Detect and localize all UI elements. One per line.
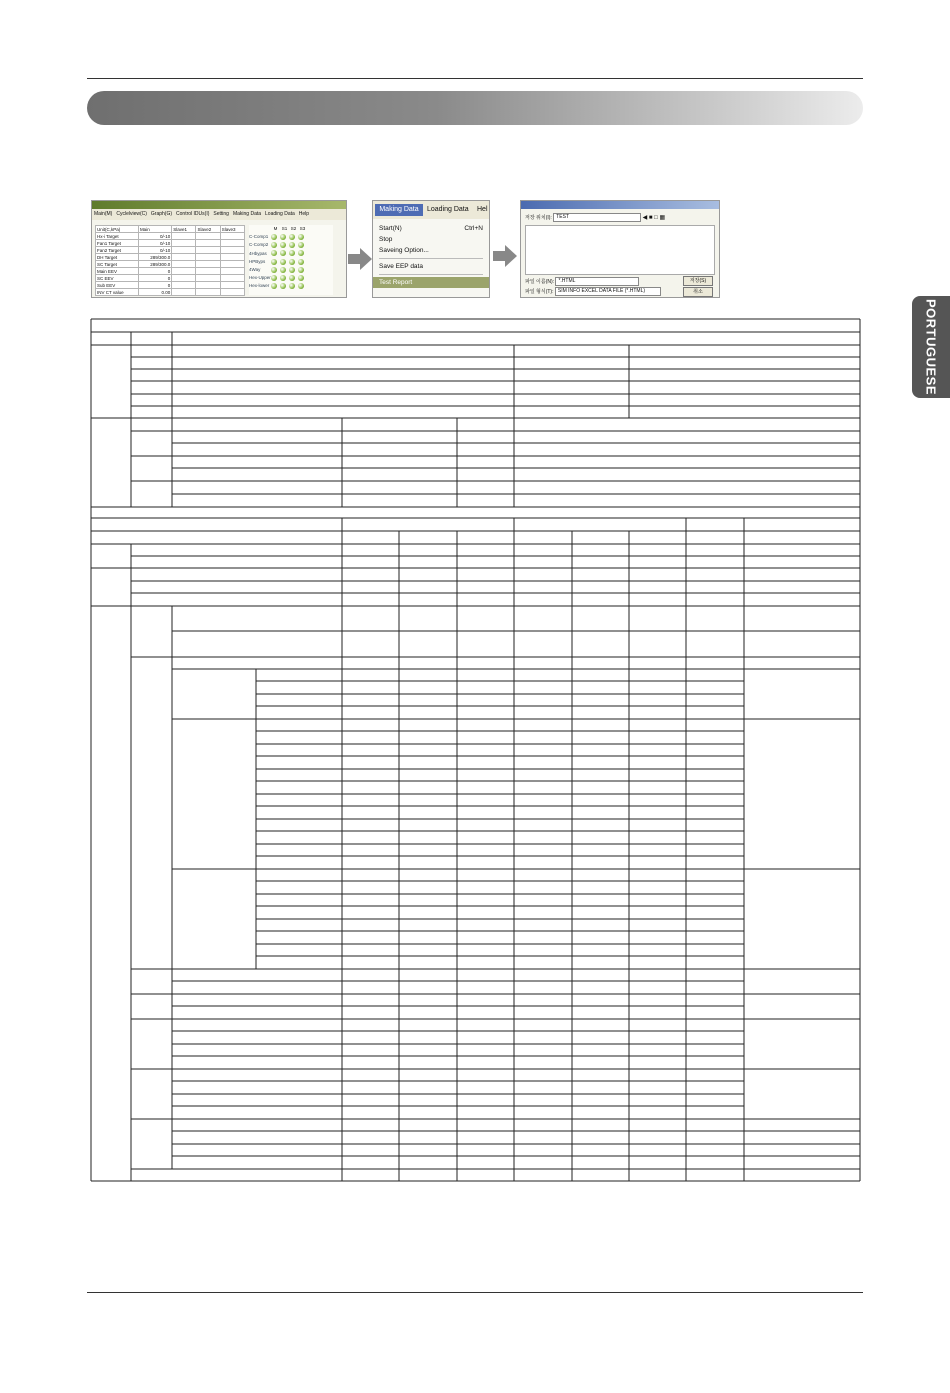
table-cell: 0.00 bbox=[138, 289, 171, 296]
table-cell bbox=[220, 233, 244, 240]
menu-item-save-eep[interactable]: Save EEP data bbox=[379, 263, 423, 270]
component-status-panel bbox=[249, 225, 333, 295]
app-window-screenshot bbox=[91, 200, 347, 298]
component-row: Hex-lower bbox=[249, 282, 333, 290]
table-cell: 0 bbox=[138, 275, 171, 282]
table-cell bbox=[220, 268, 244, 275]
menu-item[interactable]: Help bbox=[298, 211, 310, 217]
status-led-icon bbox=[280, 250, 286, 256]
table-cell bbox=[172, 268, 196, 275]
menu-making-data[interactable]: Making Data bbox=[375, 204, 423, 216]
save-location-label: 저장 위치(I): bbox=[525, 214, 552, 221]
status-led-icon bbox=[289, 259, 295, 265]
status-led-icon bbox=[280, 242, 286, 248]
component-row: C-Comp2 bbox=[249, 241, 333, 249]
table-cell bbox=[196, 233, 220, 240]
status-led-icon bbox=[289, 234, 295, 240]
status-led-icon bbox=[298, 234, 304, 240]
status-led-icon bbox=[271, 259, 277, 265]
table-cell: SC Target bbox=[96, 261, 139, 268]
cancel-button[interactable]: 취소 bbox=[683, 287, 713, 297]
menu-item[interactable]: Setting bbox=[213, 211, 229, 217]
table-cell bbox=[196, 254, 220, 261]
menu-item-start-label: Start(N) bbox=[379, 225, 402, 232]
table-cell bbox=[196, 268, 220, 275]
table-cell bbox=[196, 261, 220, 268]
status-led-icon bbox=[298, 250, 304, 256]
menu-item-start[interactable] bbox=[379, 223, 483, 234]
table-row bbox=[96, 289, 245, 296]
component-row: 4Way bbox=[249, 266, 333, 274]
table-row bbox=[96, 254, 245, 261]
table-cell bbox=[196, 289, 220, 296]
table-cell bbox=[172, 275, 196, 282]
status-led-icon bbox=[289, 267, 295, 273]
table-row bbox=[96, 233, 245, 240]
table-cell: Main EEV bbox=[96, 268, 139, 275]
menu-item[interactable]: Graph(G) bbox=[150, 211, 173, 217]
component-row: Hex-Upper bbox=[249, 274, 333, 282]
table-cell: 0 bbox=[138, 268, 171, 275]
bottom-rule bbox=[87, 1292, 863, 1293]
component-row: C-Comp1 bbox=[249, 233, 333, 241]
table-cell: 289/300.0 bbox=[138, 254, 171, 261]
filetype-row bbox=[525, 287, 661, 296]
table-header-cell: Slave1 bbox=[172, 226, 196, 233]
file-list-pane[interactable] bbox=[525, 225, 715, 275]
table-cell bbox=[220, 247, 244, 254]
making-data-dropdown bbox=[373, 219, 489, 292]
folder-icons[interactable]: ◀ ■ □ ▦ bbox=[642, 214, 666, 221]
table-header-cell: Slave3 bbox=[220, 226, 244, 233]
dialog-title-bar bbox=[521, 201, 719, 209]
table-cell bbox=[172, 233, 196, 240]
filename-label: 파일 이름(N): bbox=[525, 278, 555, 285]
status-led-icon bbox=[280, 259, 286, 265]
menu-item[interactable]: Making Data bbox=[232, 211, 262, 217]
table-cell: Fan2 Target bbox=[96, 247, 139, 254]
status-led-icon bbox=[271, 250, 277, 256]
save-button[interactable]: 저장(S) bbox=[683, 276, 713, 286]
table-cell bbox=[172, 254, 196, 261]
table-cell: DH Target bbox=[96, 254, 139, 261]
status-led-icon bbox=[289, 275, 295, 281]
app-title-bar bbox=[92, 201, 346, 209]
status-led-icon bbox=[271, 242, 277, 248]
table-cell bbox=[172, 289, 196, 296]
filename-row bbox=[525, 277, 639, 286]
table-row bbox=[96, 282, 245, 289]
section-banner bbox=[87, 91, 863, 125]
menu-item[interactable]: Main(M) bbox=[94, 211, 113, 217]
filetype-label: 파일 형식(T): bbox=[525, 288, 554, 295]
top-rule bbox=[87, 78, 863, 79]
status-led-icon bbox=[298, 267, 304, 273]
component-row: 4Hbypas bbox=[249, 250, 333, 258]
target-table bbox=[95, 225, 245, 296]
menu-item-saving-option[interactable]: Saveing Option... bbox=[379, 247, 429, 254]
status-led-icon bbox=[289, 250, 295, 256]
table-row bbox=[96, 275, 245, 282]
table-cell bbox=[196, 240, 220, 247]
table-cell: 0/-10 bbox=[138, 233, 171, 240]
status-led-icon bbox=[271, 283, 277, 289]
menu-item-test-report[interactable]: Test Report bbox=[373, 277, 489, 288]
table-cell: Fan1 Target bbox=[96, 240, 139, 247]
filetype-select[interactable]: SIM INFO EXCEL DATA FILE (*.HTML) bbox=[555, 287, 661, 296]
table-cell bbox=[172, 247, 196, 254]
language-tab[interactable] bbox=[912, 296, 950, 398]
status-led-icon bbox=[271, 267, 277, 273]
status-led-icon bbox=[298, 283, 304, 289]
table-cell bbox=[220, 254, 244, 261]
table-row bbox=[96, 268, 245, 275]
menu-item[interactable]: Loading Data bbox=[265, 211, 295, 217]
menu-separator bbox=[379, 274, 483, 275]
panel-header: M S1 S2 S3 bbox=[273, 226, 306, 231]
table-cell bbox=[220, 282, 244, 289]
table-header-cell: Unit(C,kPa) bbox=[96, 226, 139, 233]
table-cell bbox=[196, 282, 220, 289]
table-row bbox=[96, 240, 245, 247]
table-cell bbox=[220, 261, 244, 268]
menu-item-start-shortcut: Ctrl+N bbox=[464, 225, 483, 232]
menu-loading-data[interactable]: Loading Data bbox=[427, 206, 469, 213]
filename-input[interactable]: *.HTML bbox=[555, 277, 639, 286]
status-led-icon bbox=[280, 267, 286, 273]
table-cell bbox=[220, 240, 244, 247]
table-cell bbox=[172, 240, 196, 247]
menu-item[interactable]: Cyclelview(C) bbox=[116, 211, 147, 217]
status-led-icon bbox=[280, 283, 286, 289]
menu-separator bbox=[379, 258, 483, 259]
table-cell: 0 bbox=[138, 282, 171, 289]
table-cell bbox=[220, 289, 244, 296]
status-led-icon bbox=[298, 259, 304, 265]
table-cell: Hx-i Target bbox=[96, 233, 139, 240]
status-led-icon bbox=[298, 242, 304, 248]
making-data-menu-screenshot bbox=[372, 200, 490, 298]
save-location-select[interactable]: TEST bbox=[553, 213, 641, 222]
status-led-icon bbox=[289, 283, 295, 289]
menu-bar bbox=[373, 201, 489, 219]
table-cell bbox=[220, 275, 244, 282]
table-cell bbox=[172, 282, 196, 289]
table-cell: 0/-10 bbox=[138, 240, 171, 247]
app-menu-bar bbox=[92, 209, 346, 220]
menu-item[interactable]: Control IDUs(I) bbox=[176, 211, 210, 217]
table-cell: 289/300.0 bbox=[138, 261, 171, 268]
table-cell: Sub EEV bbox=[96, 282, 139, 289]
table-cell: SC EEV bbox=[96, 275, 139, 282]
status-led-icon bbox=[298, 275, 304, 281]
table-cell bbox=[196, 247, 220, 254]
status-led-icon bbox=[271, 234, 277, 240]
table-cell: 0/-10 bbox=[138, 247, 171, 254]
status-led-icon bbox=[289, 242, 295, 248]
status-led-icon bbox=[280, 234, 286, 240]
save-dialog-screenshot bbox=[520, 200, 720, 298]
table-cell bbox=[196, 275, 220, 282]
table-row bbox=[96, 247, 245, 254]
table-header-cell: Main bbox=[138, 226, 171, 233]
language-tab-label: PORTUGUESE bbox=[923, 298, 939, 396]
table-header-cell: Slave2 bbox=[196, 226, 220, 233]
component-row: HPByps bbox=[249, 258, 333, 266]
status-led-icon bbox=[271, 275, 277, 281]
table-cell: INV CT value bbox=[96, 289, 139, 296]
menu-help[interactable]: Hel bbox=[477, 206, 488, 213]
menu-item-stop[interactable]: Stop bbox=[379, 236, 393, 243]
table-row bbox=[96, 261, 245, 268]
table-cell bbox=[172, 261, 196, 268]
status-led-icon bbox=[280, 275, 286, 281]
